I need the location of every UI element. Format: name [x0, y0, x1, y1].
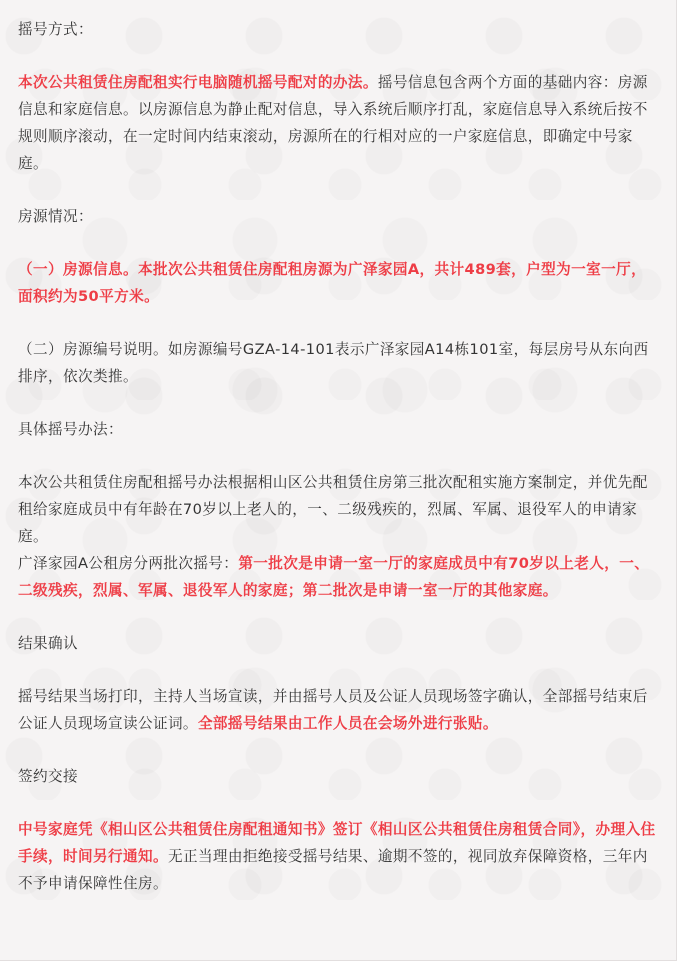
highlight-prefix: （一） [18, 261, 63, 278]
paragraph-housing-info [18, 256, 656, 310]
paragraph-housing-number: （二）房源编号说明。如房源编号GZA-14-101表示广泽家园A14栋101室，每层房号从东向西排序，依次类推。 [18, 341, 649, 385]
paragraph-procedure-batches [18, 550, 656, 604]
paragraph-signing [18, 816, 656, 897]
highlight-text: 中号家庭凭《相山区公共租赁住房配租通知书》签订《相山区公共租赁住房租赁合同》，办理入住手续，时间另行通知。 [18, 821, 656, 865]
body-text: 无正当理由拒绝接受摇号结果、逾期不签的，视同放弃保障资格，三年内不予申请保障性住房。 [18, 848, 648, 892]
paragraph-procedure-basis: 本次公共租赁住房配租摇号办法根据相山区公共租赁住房第三批次配租实施方案制定，并优先配租给家庭成员中有年龄在70岁以上老人的，一、二级残疾的，烈属、军属、退役军人的申请家庭。 [18, 474, 648, 545]
body-text: 广泽家园A公租房分两批次摇号： [18, 555, 239, 572]
section-heading-housing: 房源情况： [18, 208, 93, 225]
highlight-text: 全部摇号结果由工作人员在会场外进行张贴。 [197, 715, 498, 732]
section-heading-result: 结果确认 [18, 635, 78, 652]
highlight-text: 第一批次是申请一室一厅的家庭成员中有70岁以上老人，一、二级残疾，烈属、军属、退役军人的家庭；第二批次是申请一室一厅的其他家庭。 [18, 555, 650, 599]
body-text: 摇号结果当场打印，主持人当场宣读，并由摇号人员及公证人员现场签字确认，全部摇号结束后公证人员现场宣读公证词。 [18, 688, 648, 732]
paragraph-result [18, 683, 656, 737]
body-text: 摇号信息包含两个方面的基础内容：房源信息和家庭信息。以房源信息为静止配对信息，导入系统后顺序打乱，家庭信息导入系统后按不规则顺序滚动，在一定时间内结束滚动，房源所在的行相对应的一户家庭信息，即确定中号家庭。 [18, 74, 648, 172]
section-heading-signing: 签约交接 [18, 768, 78, 785]
section-heading-lottery-method: 摇号方式： [18, 21, 93, 38]
highlight-text: 本次公共租赁住房配租实行电脑随机摇号配对的办法。 [18, 74, 378, 91]
paragraph-lottery-method [18, 69, 656, 177]
section-heading-procedure: 具体摇号办法： [18, 421, 123, 438]
highlight-text: 房源信息。本批次公共租赁住房配租房源为广泽家园A，共计489套，户型为一室一厅，面积约为50平方米。 [18, 261, 647, 305]
